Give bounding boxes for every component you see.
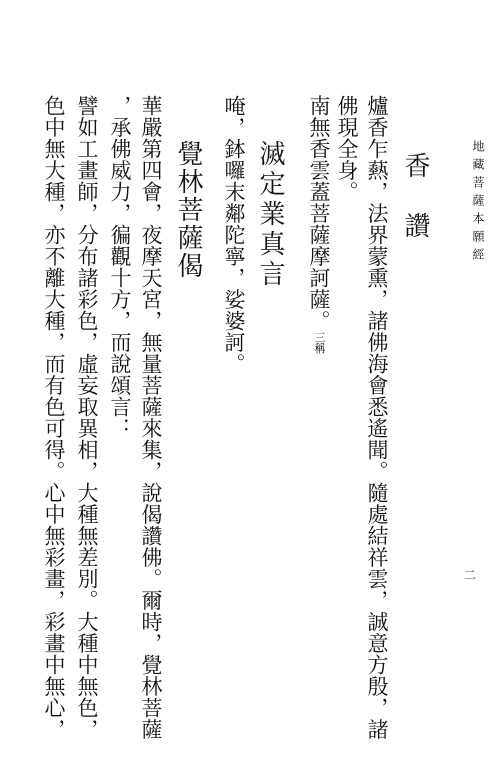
verse-line-4: 色中無大種，亦不離大種，而有色可得。心中無彩畫，彩畫中無心， [42,95,66,740]
incense-line-1: 爐香乍爇，法界蒙熏，諸佛海會悉遙聞。隨處結祥雲，誠意方殷，諸 [365,95,389,740]
mantra-line: 唵，鉢囉末鄰陀寧，娑婆訶。 [222,95,246,375]
verse-line-2: ，承佛威力，徧觀十方，而說頌言： [108,95,132,439]
verse-line-3: 譬如工畫師，分布諸彩色，虛妄取異相，大種無差別。大種中無色， [75,95,99,740]
verse-line-1: 華嚴第四會，夜摩天宮，無量菩薩來集，說偈讚佛。爾時，覺林菩薩 [139,95,163,740]
running-title: 地藏菩薩本願經 [471,140,485,266]
incense-line-2: 佛現全身。 [335,95,359,203]
karma-mantra-heading: 滅定業真言 [255,140,285,290]
invocation-text: 南無香雲蓋菩薩摩訶薩。 [307,95,331,332]
incense-praise-heading: 香 讚 [400,152,430,242]
page-number: 二 [463,568,476,582]
bodhisattva-invocation [308,95,329,354]
recite-three-times-note: 三稱 [313,331,326,354]
bodhisattva-verse-heading: 覺林菩薩偈 [173,140,203,280]
